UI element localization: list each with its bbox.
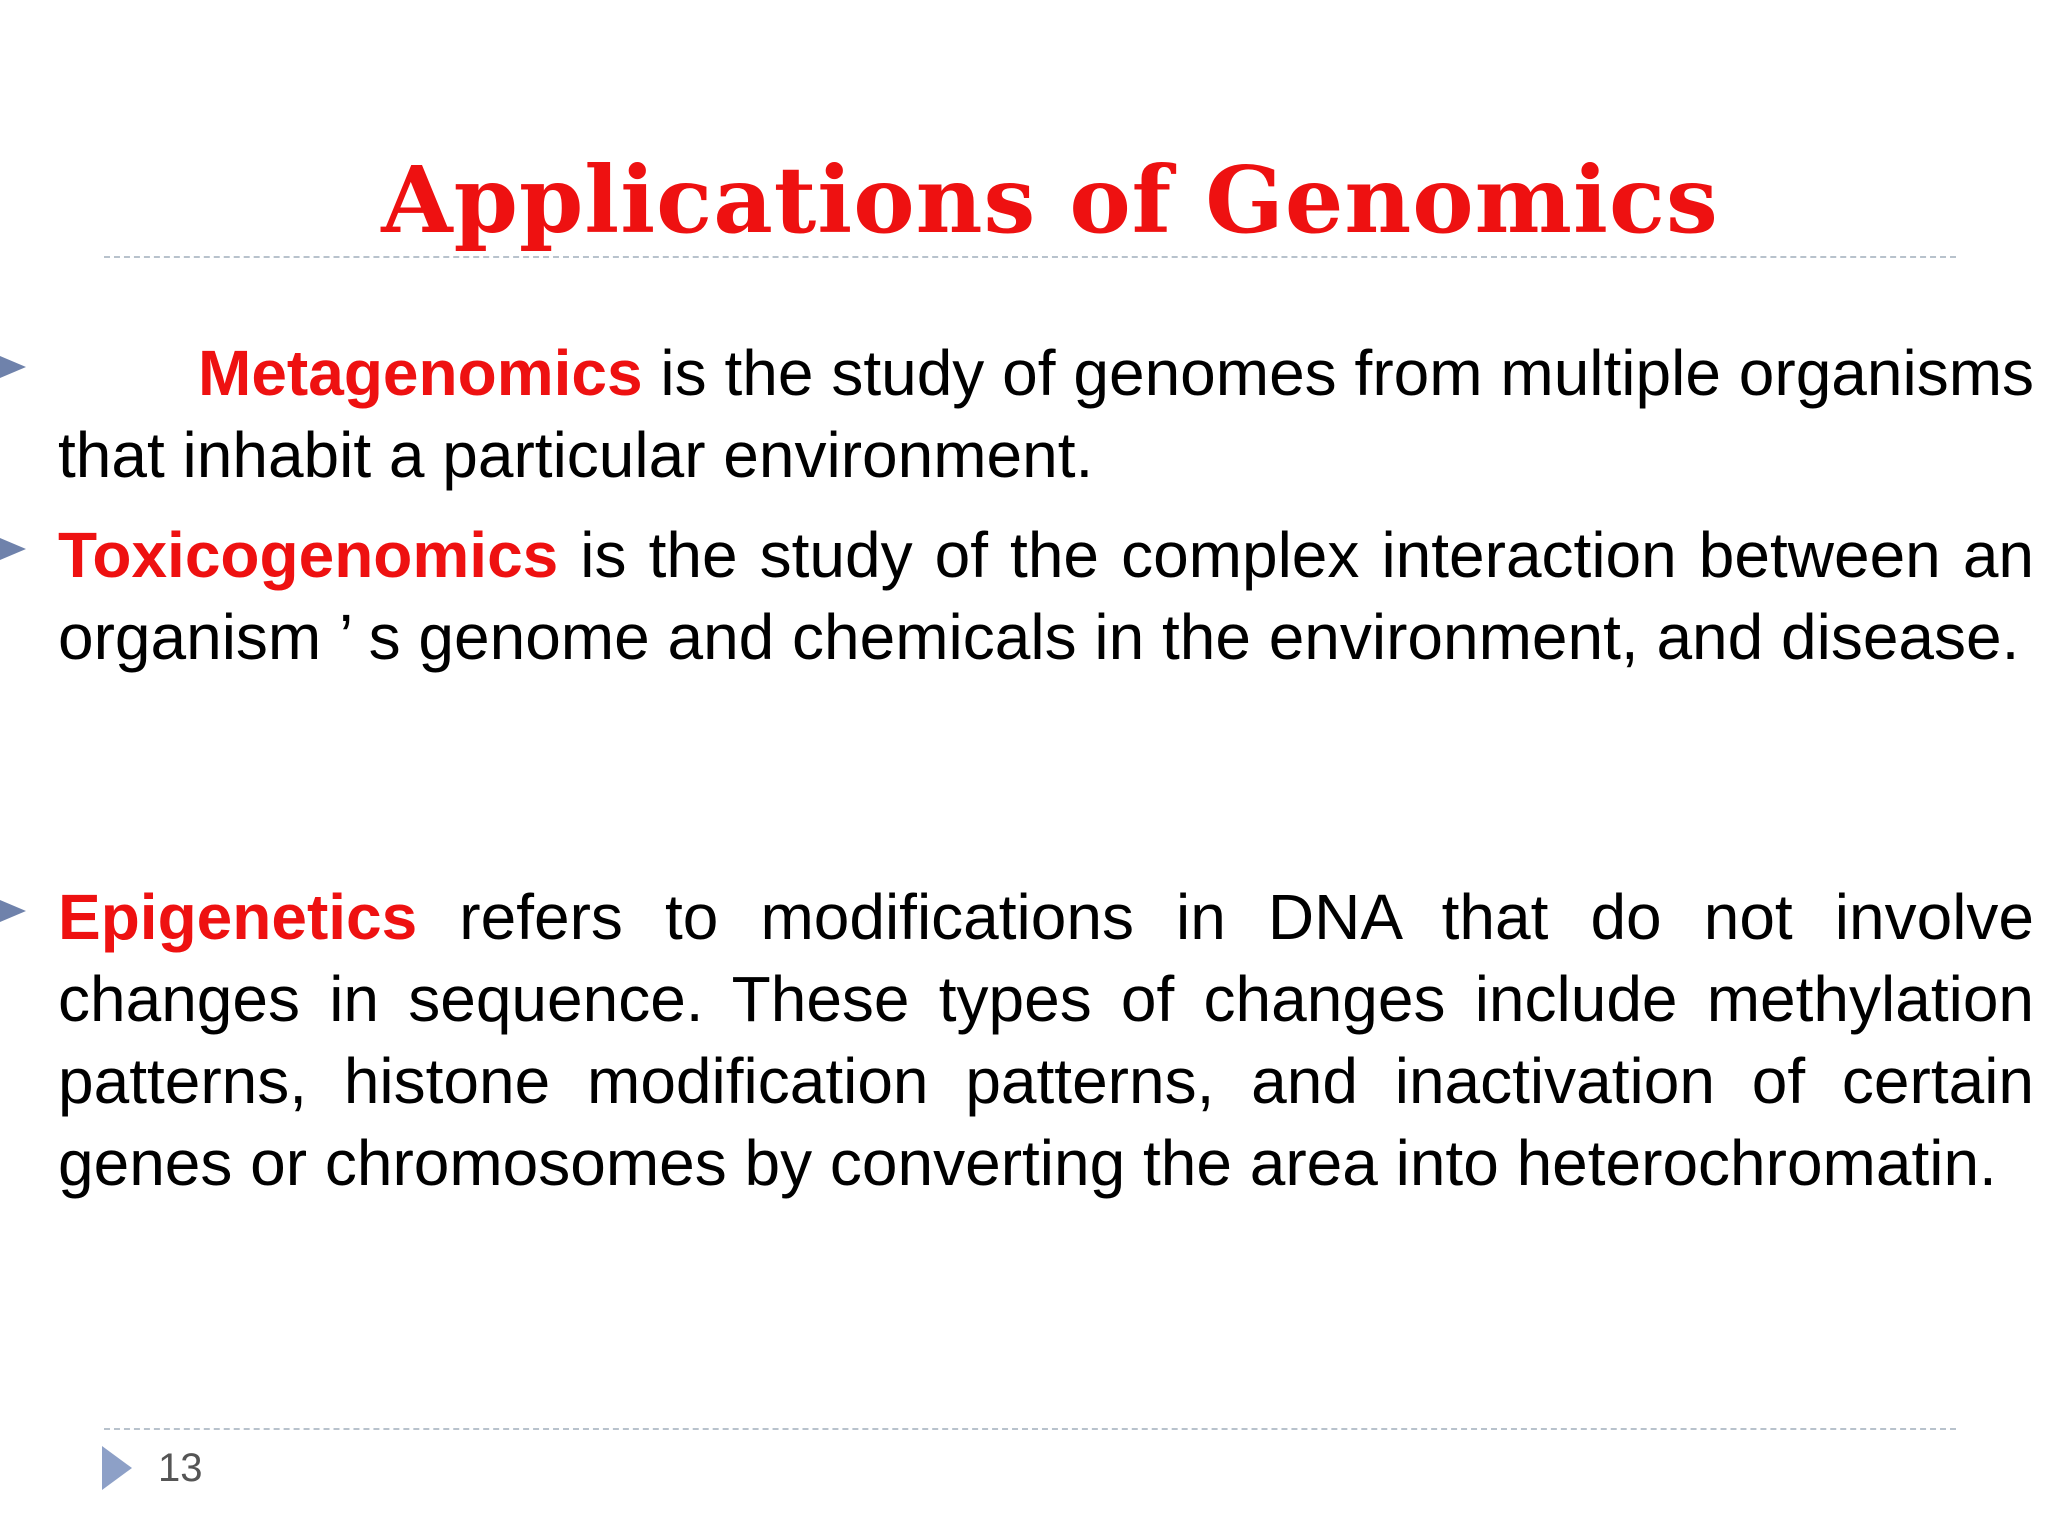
bullet-epigenetics <box>58 876 2034 1204</box>
bullet-text: is the study of the complex interaction between an organism ’ s genome and chemicals in the environment, and disease. <box>58 519 2034 673</box>
slide-title: Applications of Genomics <box>381 146 1719 254</box>
footer-arrow-icon <box>102 1446 132 1490</box>
bullet-text: is the study of genomes from multiple organisms that inhabit a particular environment. <box>58 337 2034 491</box>
footer-divider <box>104 1428 1956 1430</box>
bullet-text: refers to modifications in DNA that do not involve changes in sequence. These types of changes include methylation patterns, histone modification patterns, and inactivation of certain genes or chromosomes by converting the area into heterochromatin. <box>58 881 2034 1199</box>
page-number: 13 <box>158 1446 203 1490</box>
bullet-metagenomics <box>58 332 2034 496</box>
bullet-term: Epigenetics <box>58 881 418 953</box>
bullet-arrow-icon <box>0 538 26 560</box>
bullet-arrow-icon <box>0 900 26 922</box>
title-divider <box>104 256 1956 258</box>
bullet-term: Toxicogenomics <box>58 519 559 591</box>
bullet-arrow-icon <box>0 356 26 378</box>
bullet-term: Metagenomics <box>198 337 643 409</box>
bullet-toxicogenomics <box>58 514 2034 678</box>
